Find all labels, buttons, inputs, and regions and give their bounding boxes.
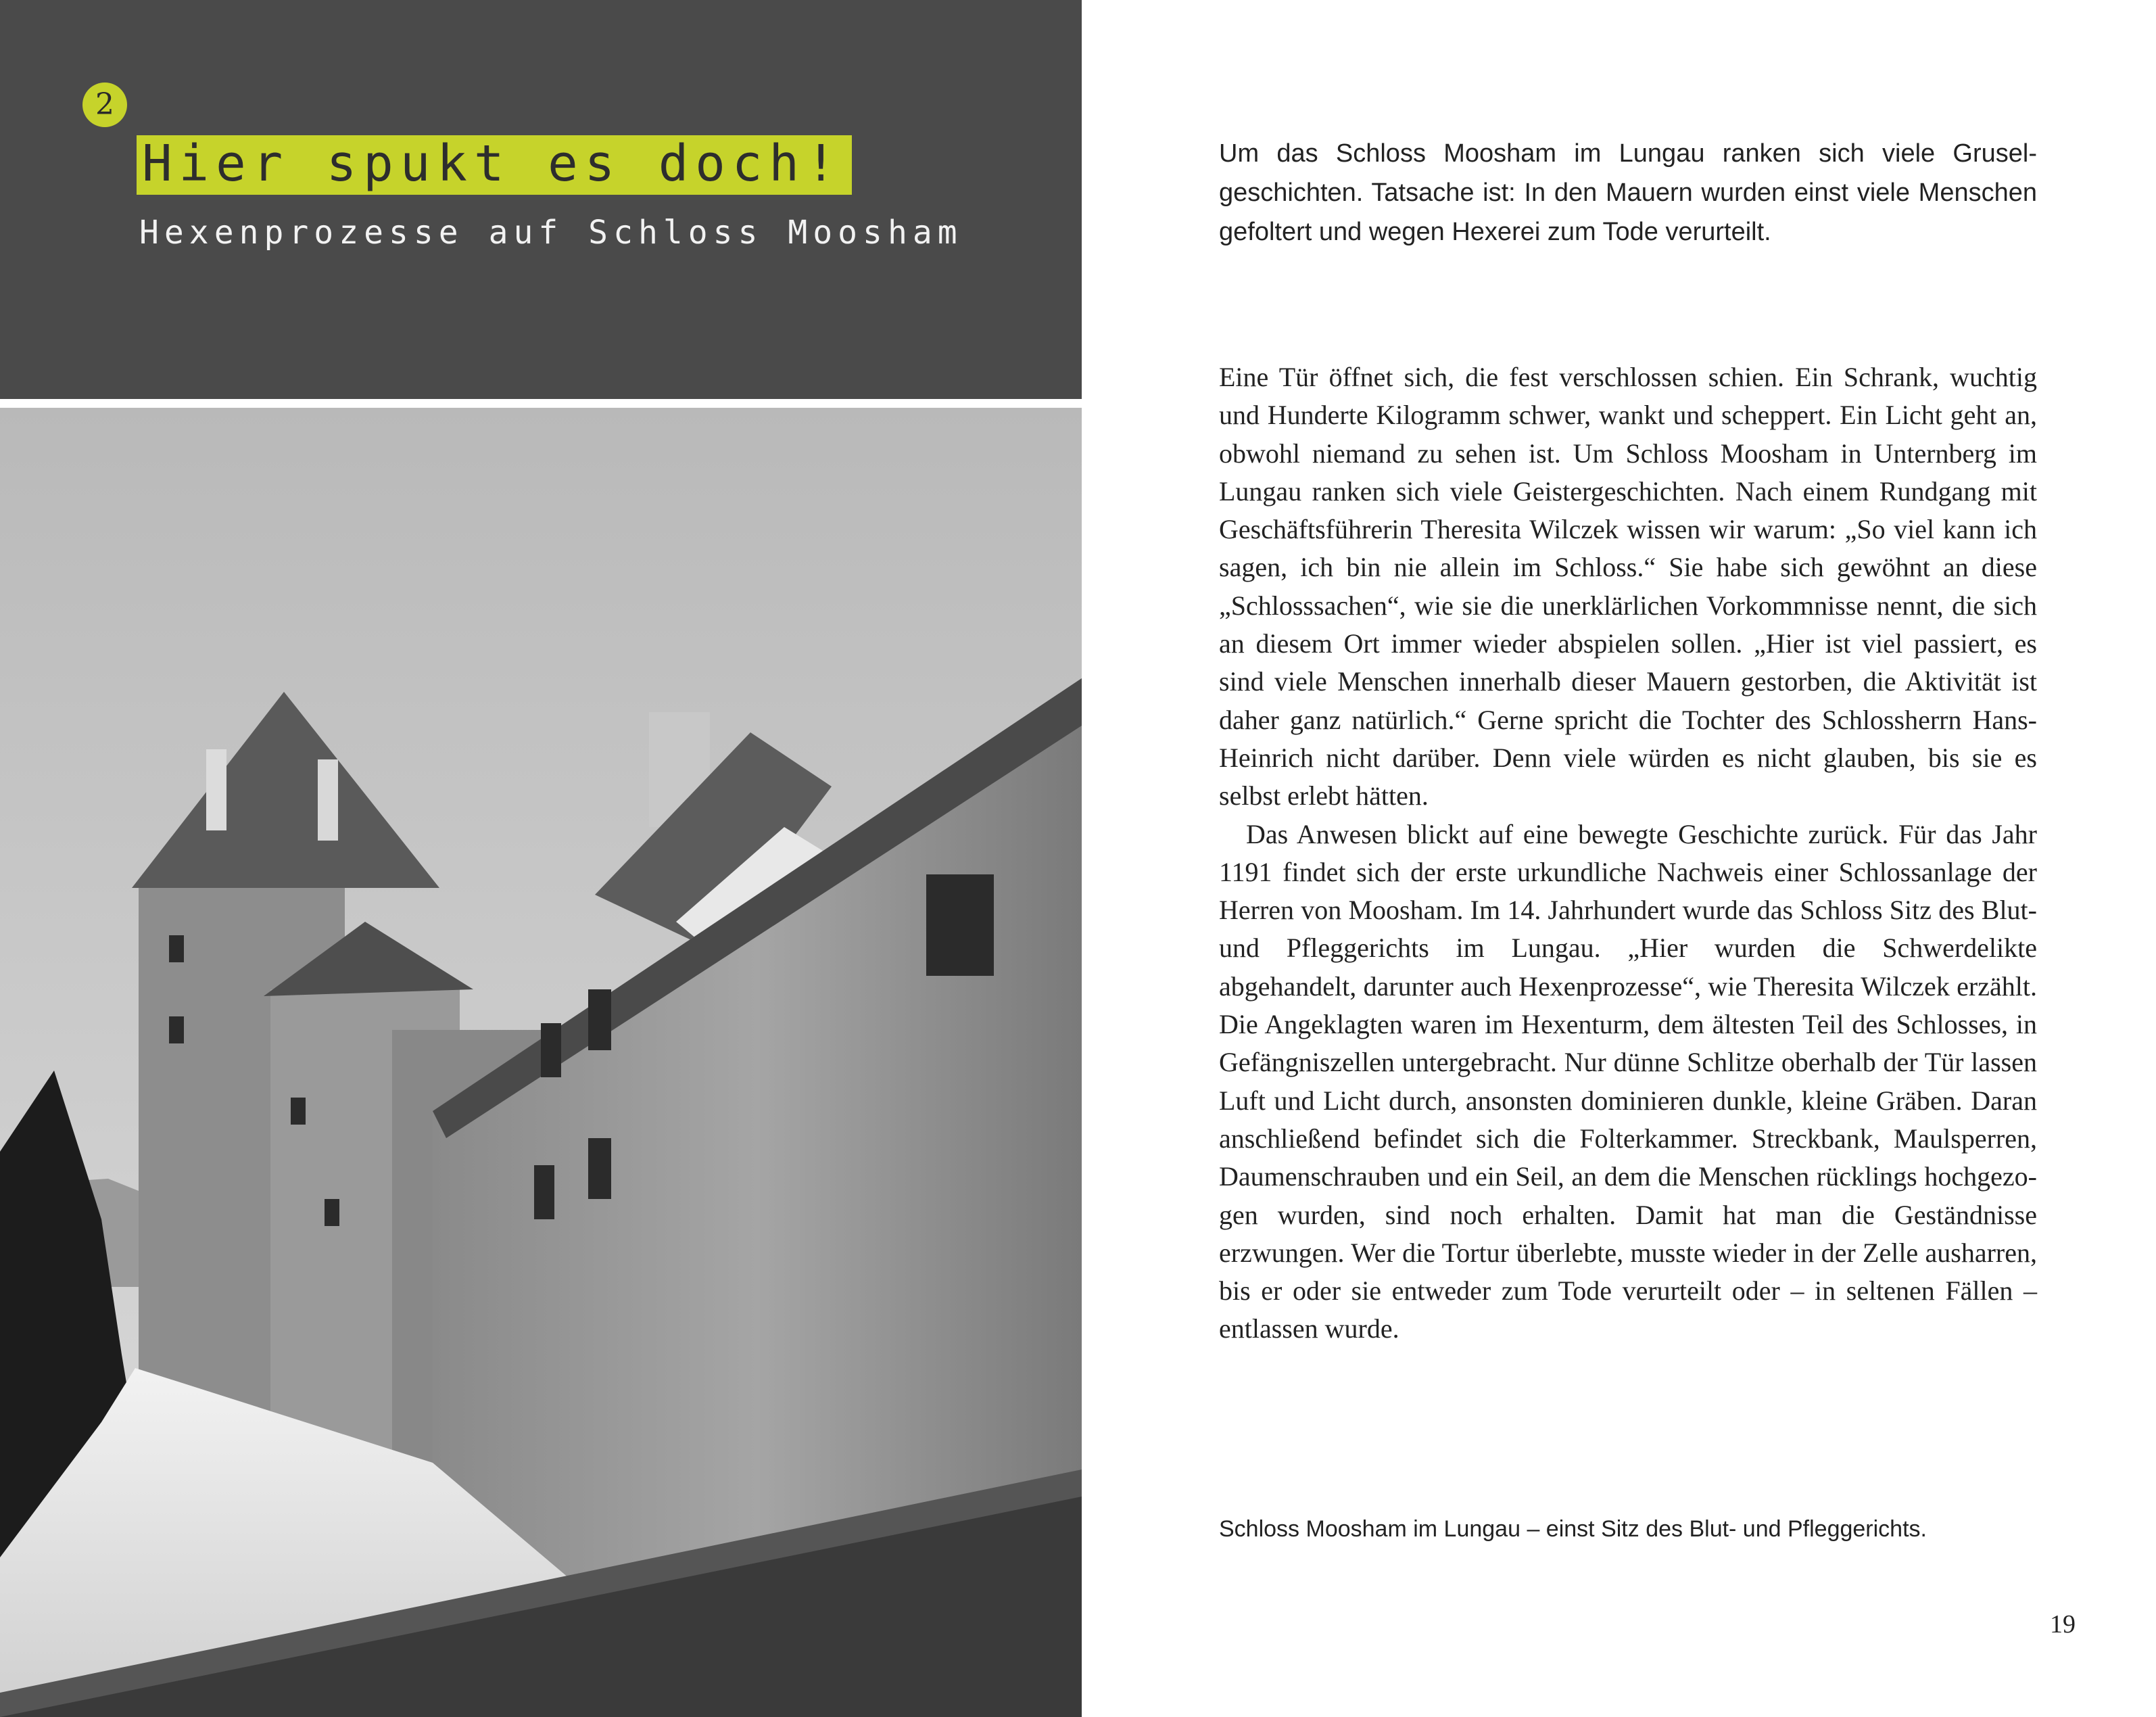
right-page: [1082, 0, 2156, 1717]
castle-photo-icon: [0, 408, 1082, 1717]
article-body: [1219, 358, 2037, 1348]
article-paragraph-1: Eine Tür öffnet sich, die fest verschlossen schien. Ein Schrank, wuchtig und Hunderte Kilogramm schwer, wankt und scheppert. Ein Licht geht an, obwohl niemand zu sehen ist. Um Schloss Moosham in Unternberg im Lungau ranken sich viele Geistergeschichten. Nach einem Rundgang mit Geschäftsführerin Theresita Wilczek wissen wir warum: „So viel kann ich sagen, ich bin nie allein im Schloss.“ Sie habe sich gewöhnt an diese „Schlosssachen“, wie sie die unerklärlichen Vorkommnisse nennt, die sich an diesem Ort immer wieder abspielen sollen. „Hier ist viel passiert, es sind viele Menschen innerhalb dieser Mauern gestorben, die Aktivität ist daher ganz natürlich.“ Gerne spricht die Tochter des Schlossherrn Hans-Heinrich nicht darüber. Denn viele würden es nicht glauben, bis sie es selbst erlebt hätten.: [1219, 362, 2037, 812]
chapter-title: Hier spukt es doch!: [137, 135, 852, 195]
photo-caption: Schloss Moosham im Lungau – einst Sitz des Blut- und Pfleggerichts.: [1219, 1516, 1927, 1542]
chapter-subtitle: Hexenprozesse auf Schloss Moosham: [139, 214, 963, 252]
chapter-number-badge: 2: [82, 83, 127, 127]
intro-text: Um das Schloss Moosham im Lungau ranken sich viele Gruselgeschichten. Tatsache ist: In den Mauern wurden einst viele Menschen gefoltert und wegen Hexerei zum Tode verurteilt.: [1219, 139, 2037, 246]
title-wrap: [137, 135, 852, 195]
castle-photo: [0, 408, 1082, 1717]
article-paragraph-2: Das Anwesen blickt auf eine bewegte Geschichte zurück. Für das Jahr 1191 findet sich der erste urkundliche Nachweis einer Schlossanlage der Herren von Moosham. Im 14. Jahrhundert wurde das Schloss Sitz des Blut- und Pfleggerichts im Lungau. „Hier wurden die Schwerdelikte abgehandelt, darunter auch Hexenprozesse“, wie Theresita Wilczek erzählt. Die Angeklagten waren im Hexenturm, dem ältesten Teil des Schlosses, in Gefängniszellen untergebracht. Nur dünne Schlitze oberhalb der Tür lassen Luft und Licht durch, ansonsten dominieren dunkle, kleine Gräben. Daran anschließend befindet sich die Folterkammer. Streckbank, Maulsperren, Daumenschrauben und ein Seil, an dem die Menschen rücklings hochgezogen wurden, sind noch erhalten. Damit hat man die Geständnisse erzwungen. Wer die Tortur überlebte, musste wieder in der Zelle ausharren, bis er oder sie entweder zum Tode verurteilt oder – in seltenen Fällen – entlassen wurde.: [1219, 818, 2037, 1344]
page-number: 19: [2050, 1610, 2076, 1639]
chapter-header: [0, 0, 1082, 399]
